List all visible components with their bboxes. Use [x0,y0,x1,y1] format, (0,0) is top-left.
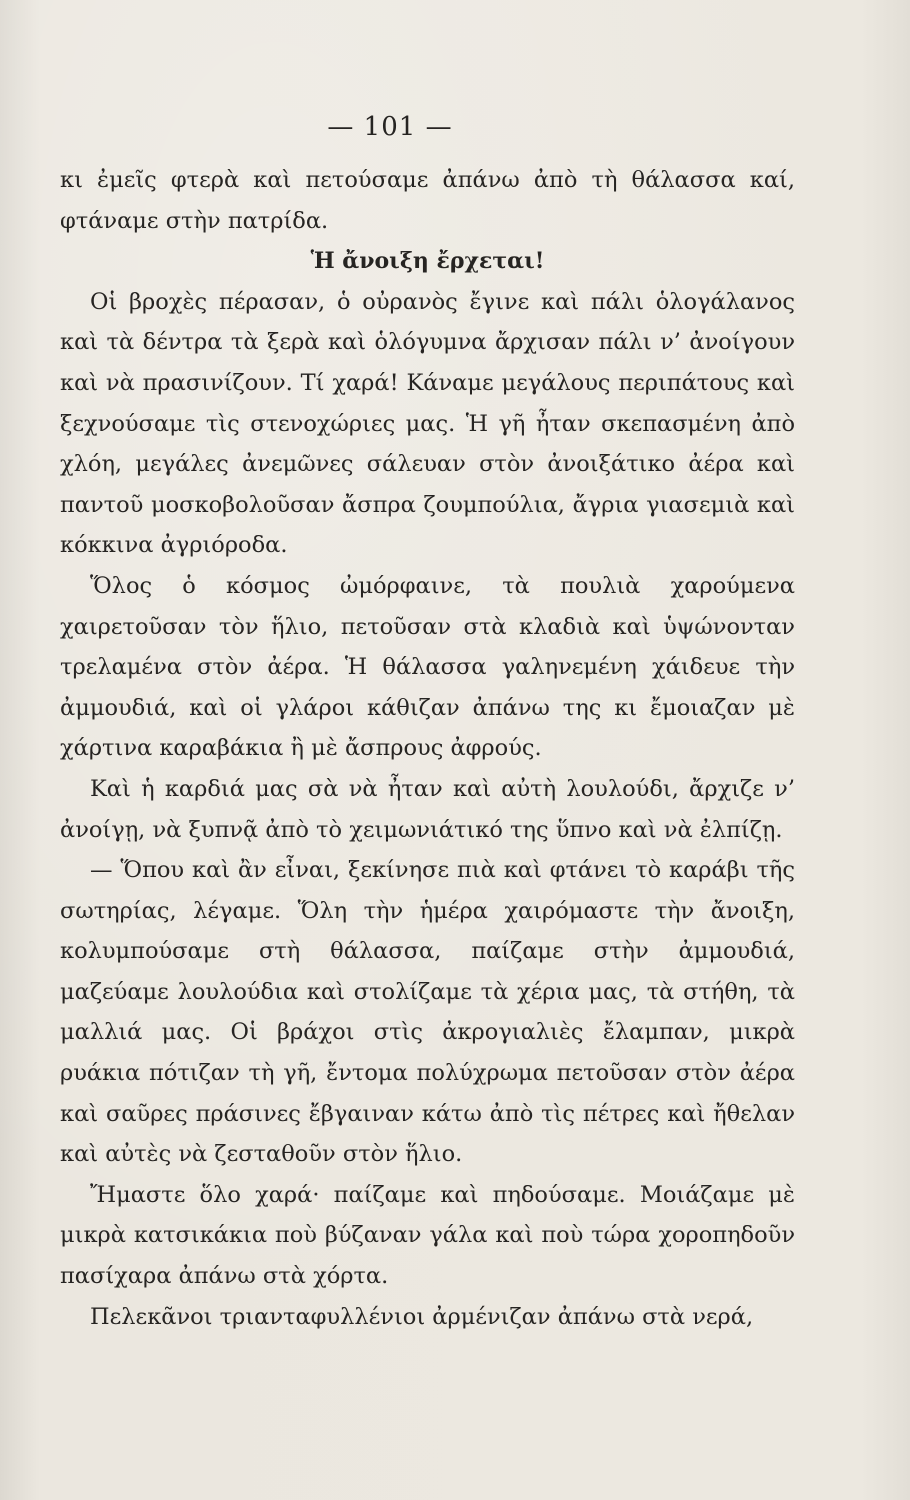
paragraph: Ὅλος ὁ κόσμος ὠμόρφαινε, τὰ πουλιὰ χαρούμενα χαιρετοῦσαν τὸν ἥλιο, πετοῦσαν στὰ κλαδιὰ καὶ ὑψώνονταν τρελαμένα στὸν ἀέρα. Ἡ θάλασσα γαληνεμένη χάιδευε τὴν ἀμμουδιά, καὶ οἱ γλάροι κάθιζαν ἀπάνω της κι ἔμοιαζαν μὲ χάρτινα καραβάκια ἢ μὲ ἄσπρους ἀφρούς. [60,572,795,762]
paragraph: Ἤμαστε ὅλο χαρά· παίζαμε καὶ πηδούσαμε. Μοιάζαμε μὲ μικρὰ κατσικάκια ποὺ βύζαναν γάλα καὶ ποὺ τώρα χοροπηδοῦν πασίχαρα ἀπάνω στὰ χόρτα. [60,1181,795,1290]
section-heading: Ἡ ἄνοιξη ἔρχεται! [310,248,545,275]
paragraph: Πελεκᾶνοι τριανταφυλλένιοι ἀρμένιζαν ἀπάνω στὰ νερά, [90,1303,754,1330]
paragraph: — Ὅπου καὶ ἂν εἶναι, ξεκίνησε πιὰ καὶ φτάνει τὸ καράβι τῆς σωτηρίας, λέγαμε. Ὅλη τὴν ἡμέρα χαιρόμαστε τὴν ἄνοιξη, κολυμπούσαμε στὴ θάλασσα, παίζαμε στὴν ἀμμουδιά, μαζεύαμε λουλούδια καὶ στολίζαμε τὰ χέρια μας, τὰ στήθη, τὰ μαλλιά μας. Οἱ βράχοι στὶς ἀκρογιαλιὲς ἔλαμπαν, μικρὰ ρυάκια πότιζαν τὴ γῆ, ἔντομα πολύχρωμα πετοῦσαν στὸν ἀέρα καὶ σαῦρες πράσινες ἔβγαιναν κάτω ἀπὸ τὶς πέτρες καὶ ἤθελαν καὶ αὐτὲς νὰ ζεσταθοῦν στὸν ἥλιο. [60,857,795,1168]
paragraph: Οἱ βροχὲς πέρασαν, ὁ οὐρανὸς ἔγινε καὶ πάλι ὁλογάλανος καὶ τὰ δέντρα τὰ ξερὰ καὶ ὁλόγυμνα ἄρχισαν πάλι ν’ ἀνοίγουν καὶ νὰ πρασινίζουν. Τί χαρά! Κάναμε μεγάλους περιπάτους καὶ ξεχνούσαμε τὶς στενοχώριες μας. Ἡ γῆ ἦταν σκεπασμένη ἀπὸ χλόη, μεγάλες ἀνεμῶνες σάλευαν στὸν ἀνοιξάτικο ἀέρα καὶ παντοῦ μοσκοβολοῦσαν ἄσπρα ζουμπούλια, ἄγρια γιασεμιὰ καὶ κόκκινα ἀγριόροδα. [60,288,795,559]
paragraph: κι ἐμεῖς φτερὰ καὶ πετούσαμε ἀπάνω ἀπὸ τὴ θάλασσα καί, φτάναμε στὴν πατρίδα. [60,167,795,234]
body-text [60,160,795,1337]
paragraph: Καὶ ἡ καρδιά μας σὰ νὰ ἦταν καὶ αὐτὴ λουλούδι, ἄρχιζε ν’ ἀνοίγῃ, νὰ ξυπνᾷ ἀπὸ τὸ χειμωνιάτικό της ὕπνο καὶ νὰ ἐλπίζῃ. [60,775,795,843]
page-number: — 101 — [327,112,453,142]
